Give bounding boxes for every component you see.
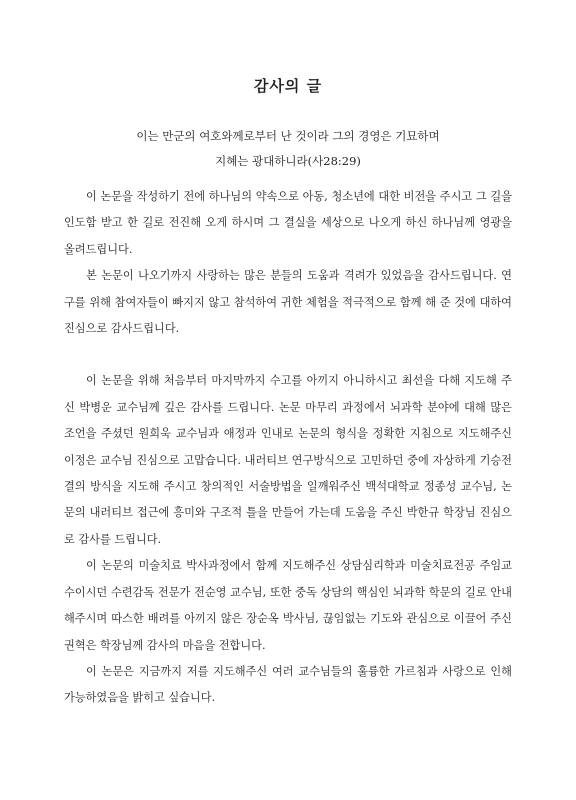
paragraph-1: 이 논문을 작성하기 전에 하나님의 약속으로 아동, 청소년에 대한 비전을 주시고 그 길을 인도함 받고 한 길로 전진해 오게 하시며 그 결실을 세상으로 나오게 하신 하나님께 영광을 올려드립니다. [64,190,512,256]
paragraph-3: 이 논문을 위해 처음부터 마지막까지 수고를 아끼지 아니하시고 최선을 다해 지도해 주신 박병운 교수님께 깊은 감사를 드립니다. 논문 마무리 과정에서 뇌과학 분야에 대해 많은 조언을 주셨던 원희욱 교수님과 애정과 인내로 논문의 형식을 정확한 지침으로 지도해주신 이정은 교수님 진심으로 고맙습니다. 내러티브 연구방식으로 고민하던 중에 자상하게 기승전결의 방식을 지도해 주시고 창의적인 서술방법을 일깨워주신 백석대학교 정종성 교수님, 논문의 내러티브 접근에 흥미와 구조적 틀을 만들어 가는데 도움을 주신 박한규 학장님 진심으로 감사를 드립니다. [64,374,512,546]
acknowledgments-body [64,184,512,712]
paragraph-2: 본 논문이 나오기까지 사랑하는 많은 분들의 도움과 격려가 있었음을 감사드립니다. 연구를 위해 참여자들이 빠지지 않고 참석하여 귀한 체험을 적극적으로 함께 해 준 것에 대하여 진심으로 감사드립니다. [64,269,512,336]
paragraph-5: 이 논문은 지금까지 저를 지도해주신 여러 교수님들의 훌륭한 가르침과 사랑으로 인해 가능하였음을 밝히고 싶습니다. [64,664,512,705]
epigraph [0,124,576,174]
paragraph-4: 이 논문의 미술치료 박사과정에서 함께 지도해주신 상담심리학과 미술치료전공 주임교수이시던 수련감독 전문가 전순영 교수님, 또한 중독 상담의 핵심인 뇌과학 학문의 길로 안내해주시며 따스한 배려를 아끼지 않은 장순옥 박사님, 끊임없는 기도와 관심으로 이끌어 주신 권혁은 학장님께 감사의 마음을 전합니다. [64,559,512,652]
paragraph-spacer [64,342,512,368]
epigraph-line-2: 지혜는 광대하니라(사28:29) [215,154,361,168]
page-title: 감사의 글 [253,77,323,95]
epigraph-line-1: 이는 만군의 여호와께로부터 난 것이라 그의 경영은 기묘하며 [136,129,440,143]
